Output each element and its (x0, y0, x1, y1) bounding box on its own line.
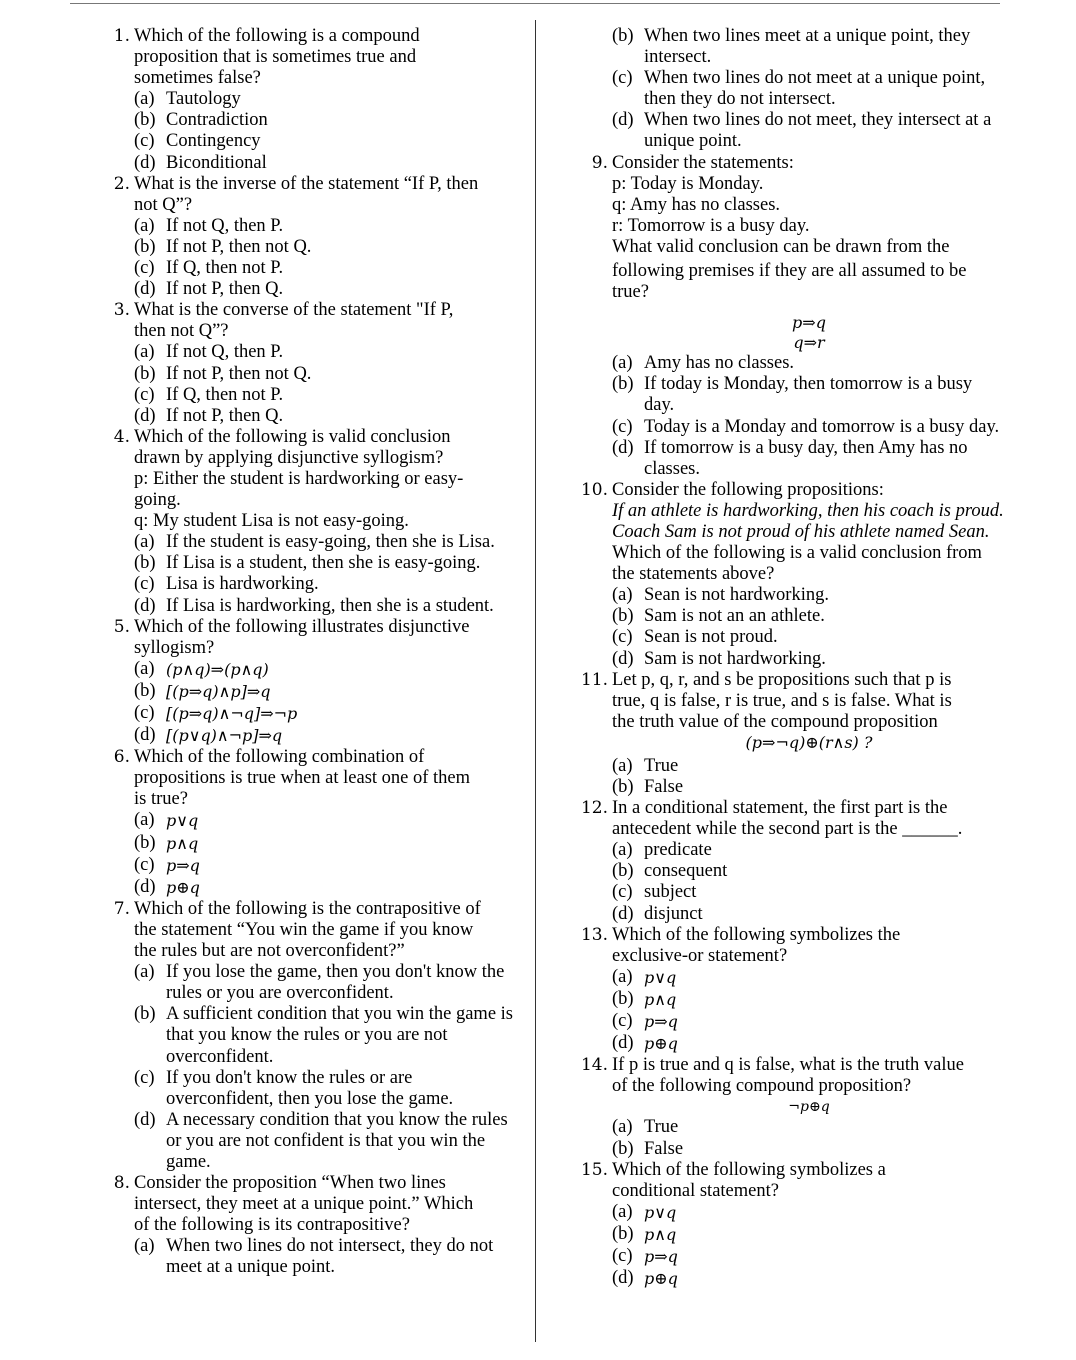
option: (a) p∨q (612, 1201, 677, 1222)
question-4 (100, 427, 520, 617)
compound-expression: (p⇒¬q)⊕(r∧s) ? (745, 732, 873, 752)
question-text: Which of the following is valid conclusion (134, 426, 451, 447)
option: (d) Sam is not hardworking. (612, 648, 826, 669)
option: (a) If the student is easy-going, then she is Lisa. (134, 532, 495, 553)
option: (b) consequent (612, 861, 728, 882)
question-text: Consider the proposition “When two lines (134, 1173, 446, 1194)
question-text: Which of the following is the contrapositive of (134, 898, 481, 919)
question-text: conditional statement? (612, 1180, 779, 1201)
premise-formula: p⇒q (792, 313, 826, 333)
option: (d) p⊕q (134, 876, 200, 897)
option: (a) True (612, 755, 679, 776)
question-text: is true? (134, 789, 188, 810)
question-text: Which of the following is a compound (134, 26, 420, 46)
question-number: 8. (113, 1173, 130, 1194)
option: (c) subject (612, 882, 697, 903)
option: (a) p∨q (612, 966, 677, 987)
option: (c) If you don't know the rules or are overconfident, then you lose the game. (134, 1067, 454, 1109)
option: (d) If tomorrow is a busy day, then Amy has no classes. (612, 437, 968, 479)
question-9: 9. Consider the statements: p: Today is Monday. q: Amy has no classes. r: Tomorrow is a busy day. What valid conclusion can be drawn from the following premises if they are all assumed to be true? p⇒q q⇒r (a) Amy has no classes. (b) If today is Monday, then tomorrow is a busy day. (c) Today is a Monday and tomorrow is a busy day. (d) If tomorrow is a busy day, then Amy has no classes. (578, 153, 1006, 480)
question-text: Let p, q, r, and s be propositions such that p is (612, 669, 952, 690)
option: (a) If not Q, then P. (134, 342, 284, 363)
question-14: 14. If p is true and q is false, what is the truth value of the following compound proposition? ¬p⊕q (a) True (b) False (578, 1055, 1006, 1159)
option: (a) Tautology (134, 89, 241, 110)
question-text: What is the inverse of the statement “If P, then (134, 173, 479, 194)
option: (c) If Q, then not P. (134, 258, 284, 279)
option: (d) If not P, then Q. (134, 279, 284, 300)
proposition-1: If an athlete is hardworking, then his coach is proud. (612, 500, 1004, 521)
question-text: of the following compound proposition? (612, 1076, 912, 1097)
option: (a) p∨q (134, 810, 199, 831)
question-number: 6. (113, 747, 130, 768)
question-text: propositions is true when at least one of them (134, 768, 471, 789)
question-8-continued (578, 26, 1006, 153)
question-text: then not Q”? (134, 321, 229, 342)
question-text: q: My student Lisa is not easy-going. (134, 511, 409, 532)
option: (c) p⇒q (134, 854, 200, 875)
option: (b) When two lines meet at a unique point, they intersect. (612, 26, 971, 68)
question-10: 10. Consider the following propositions: If an athlete is hardworking, then his coach is proud. Coach Sam is not proud of his athlete named Sean. Which of the following is a valid conclusion from the statements above? (a) Sean is not hardworking. (b) Sam is not an an athlete. (c) Sean is not proud. (d) Sam is not hardworking. (578, 480, 1006, 670)
question-text: of the following is its contrapositive? (134, 1215, 410, 1236)
question-number: 7. (113, 898, 130, 919)
option: (d) If not P, then Q. (134, 405, 284, 426)
option: (d) When two lines do not meet, they intersect at a unique point. (612, 110, 992, 152)
question-5 (100, 617, 520, 748)
question-text: proposition that is sometimes true and (134, 47, 417, 68)
question-number: 4. (113, 426, 130, 447)
question-text: Which of the following illustrates disjunctive (134, 616, 470, 637)
option: (c) Lisa is hardworking. (134, 574, 319, 595)
question-text: drawn by applying disjunctive syllogism? (134, 447, 444, 468)
option: (a) If you lose the game, then you don't know the rules or you are overconfident. (134, 962, 505, 1004)
question-text: Which of the following symbolizes a (612, 1159, 886, 1180)
question-text: What valid conclusion can be drawn from the (612, 236, 950, 257)
question-text: sometimes false? (134, 68, 261, 89)
premise-formula: q⇒r (793, 333, 825, 353)
question-text: true, q is false, r is true, and s is false. What is (612, 690, 952, 711)
question-7 (100, 899, 520, 1173)
column-divider (535, 20, 536, 1342)
option: (b) If Lisa is a student, then she is easy-going. (134, 553, 481, 574)
option: (d) p⊕q (612, 1268, 678, 1289)
question-text: intersect, they meet at a unique point.” Which (134, 1194, 474, 1215)
question-text: the truth value of the compound proposition (612, 711, 938, 732)
option: (b) [(p⇒q)∧p]⇒q (134, 680, 271, 701)
option: (d) [(p∨q)∧¬p]⇒q (134, 725, 283, 746)
option: (d) A necessary condition that you know the rules or you are not confident is that you win the game. (134, 1109, 508, 1172)
question-text: Consider the statements: (612, 152, 794, 173)
question-text: What is the converse of the statement "If P, (134, 300, 454, 321)
option: (b) False (612, 1138, 684, 1159)
question-11: 11. Let p, q, r, and s be propositions such that p is true, q is false, r is true, and s is false. What is the truth value of the compound proposition (p⇒¬q)⊕(r∧s) ? (a) True (b) False (578, 670, 1006, 798)
question-text: the statement “You win the game if you know (134, 919, 474, 940)
question-2 (100, 174, 520, 301)
top-rule (70, 3, 1000, 4)
option: (a) Amy has no classes. (612, 353, 795, 374)
proposition-2: Coach Sam is not proud of his athlete named Sean. (612, 521, 990, 542)
question-text: Which of the following symbolizes the (612, 924, 901, 945)
question-text: Consider the following propositions: (612, 479, 884, 500)
left-column (100, 26, 520, 1279)
option: (c) p⇒q (612, 1011, 678, 1032)
question-text: Which of the following is a valid conclusion from the statements above? (612, 543, 987, 585)
question-text: Which of the following combination of (134, 747, 425, 768)
option: (b) A sufficient condition that you win the game is that you know the rules or you are not overconfident. (134, 1004, 513, 1067)
question-text: In a conditional statement, the first part is the (612, 798, 948, 819)
option: (b) p∧q (612, 1223, 677, 1244)
question-text: antecedent while the second part is the ______. (612, 819, 963, 840)
question-number: 1. (113, 26, 130, 46)
option: (b) Contradiction (134, 110, 268, 131)
option: (c) If Q, then not P. (134, 384, 284, 405)
option: (d) Biconditional (134, 152, 267, 173)
question-text: exclusive-or statement? (612, 945, 788, 966)
question-1 (100, 26, 520, 174)
option: (b) If not P, then not Q. (134, 236, 312, 257)
question-3 (100, 300, 520, 427)
right-column (578, 26, 1006, 1290)
option: (a) predicate (612, 840, 712, 861)
option: (a) True (612, 1117, 679, 1138)
premise-p: p: Today is Monday. (612, 173, 764, 194)
question-number: 5. (113, 616, 130, 637)
option: (a) (p∧q)⇒(p∧q) (134, 658, 269, 679)
question-text: the rules but are not overconfident?” (134, 941, 405, 962)
option: (b) If today is Monday, then tomorrow is a busy day. (612, 374, 973, 416)
question-text: following premises if they are all assumed to be (612, 261, 967, 282)
question-6 (100, 747, 520, 899)
question-number: 2. (113, 173, 130, 194)
option: (a) Sean is not hardworking. (612, 585, 829, 606)
option: (c) p⇒q (612, 1245, 678, 1266)
question-8 (100, 1173, 520, 1278)
option: (c) Sean is not proud. (612, 627, 778, 648)
option: (b) False (612, 777, 684, 797)
option: (b) Sam is not an an athlete. (612, 606, 825, 627)
option: (a) If not Q, then P. (134, 215, 284, 236)
question-15: 15. Which of the following symbolizes a conditional statement? (a) p∨q (b) p∧q (c) p⇒q (d) p⊕q (578, 1160, 1006, 1291)
option: (d) If Lisa is hardworking, then she is a student. (134, 595, 494, 616)
option: (c) [(p⇒q)∧¬q]⇒¬p (134, 703, 298, 723)
option: (d) disjunct (612, 903, 703, 924)
option: (a) When two lines do not intersect, they do not meet at a unique point. (134, 1236, 494, 1278)
premise-r: r: Tomorrow is a busy day. (612, 215, 810, 236)
question-13: 13. Which of the following symbolizes the exclusive-or statement? (a) p∨q (b) p∧q (c) p⇒q (d) p⊕q (578, 925, 1006, 1056)
question-text: true? (612, 282, 649, 303)
option: (c) When two lines do not meet at a unique point, then they do not intersect. (612, 68, 986, 110)
question-text: If p is true and q is false, what is the truth value (612, 1055, 964, 1076)
question-text: p: Either the student is hardworking or easy- (134, 468, 464, 489)
option: (b) p∧q (612, 988, 677, 1009)
compound-expression: ¬p⊕q (788, 1099, 830, 1116)
question-12: 12. In a conditional statement, the first part is the antecedent while the second part is the ______. (a) predicate (b) consequent (c) subject (d) disjunct (578, 798, 1006, 925)
question-number: 3. (113, 300, 130, 321)
option: (b) p∧q (134, 832, 199, 853)
question-text: going. (134, 490, 181, 511)
premise-q: q: Amy has no classes. (612, 194, 781, 215)
question-text: syllogism? (134, 637, 215, 658)
option: (c) Today is a Monday and tomorrow is a busy day. (612, 416, 1000, 437)
question-text: not Q”? (134, 194, 193, 215)
option: (b) If not P, then not Q. (134, 363, 312, 384)
option: (c) Contingency (134, 131, 261, 152)
option: (d) p⊕q (612, 1033, 678, 1054)
